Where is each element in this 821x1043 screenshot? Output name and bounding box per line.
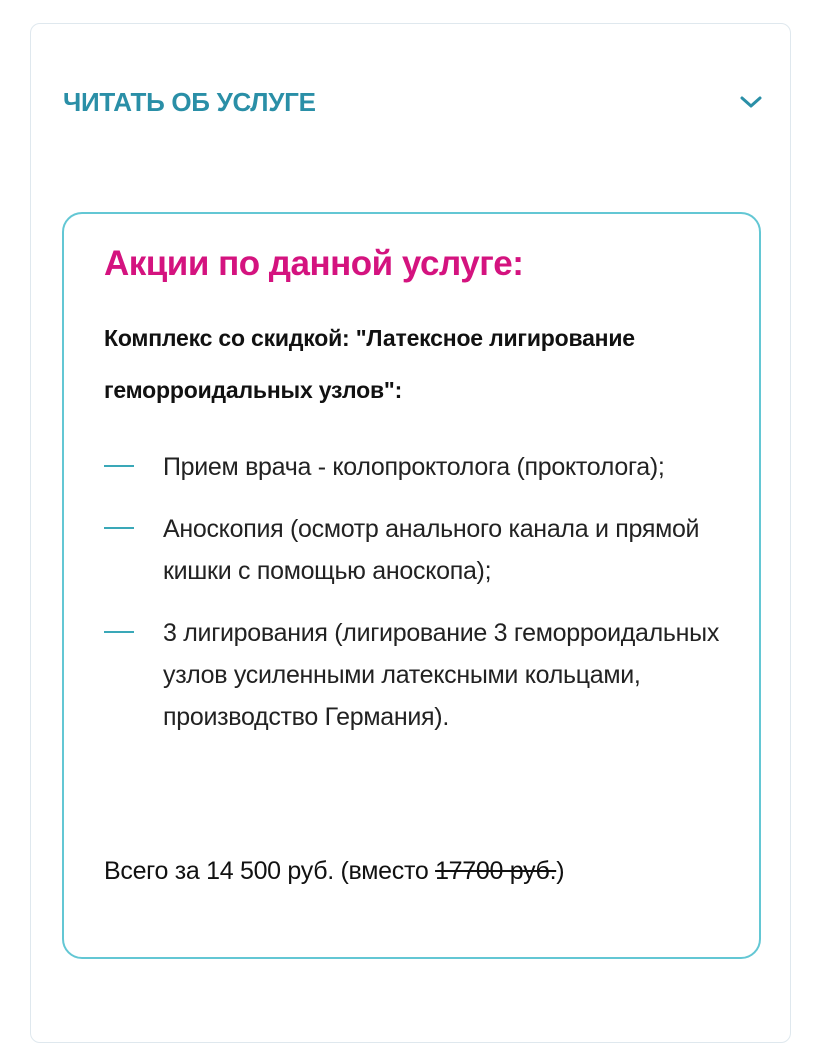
price-current: Всего за 14 500 руб. (вместо — [104, 857, 436, 885]
chevron-down-icon[interactable] — [737, 92, 765, 112]
list-item — [104, 446, 724, 488]
promo-items-list — [104, 446, 724, 758]
list-item — [104, 612, 724, 738]
dash-bullet-icon — [104, 631, 134, 633]
list-item-text: 3 лигирования (лигирование 3 геморроидальных узлов усиленными латексными кольцами, производство Германия). — [163, 619, 720, 731]
dash-bullet-icon — [104, 527, 134, 529]
service-card — [30, 23, 791, 1043]
promo-box — [62, 212, 761, 959]
price-line — [104, 850, 564, 892]
price-suffix: ) — [556, 857, 565, 885]
promo-subtitle: Комплекс со скидкой: "Латексное лигирование геморроидальных узлов": — [104, 325, 635, 403]
read-about-service-toggle[interactable] — [63, 82, 763, 122]
list-item-text: Прием врача - колопроктолога (проктолога); — [163, 453, 665, 481]
list-item — [104, 508, 724, 592]
promo-title: Акции по данной услуге: — [104, 244, 524, 283]
accordion-title: ЧИТАТЬ ОБ УСЛУГЕ — [63, 86, 316, 117]
price-old-strikethrough: 17700 руб. — [435, 857, 557, 885]
list-item-text: Аноскопия (осмотр анального канала и прямой кишки с помощью аноскопа); — [163, 515, 700, 585]
dash-bullet-icon — [104, 465, 134, 467]
